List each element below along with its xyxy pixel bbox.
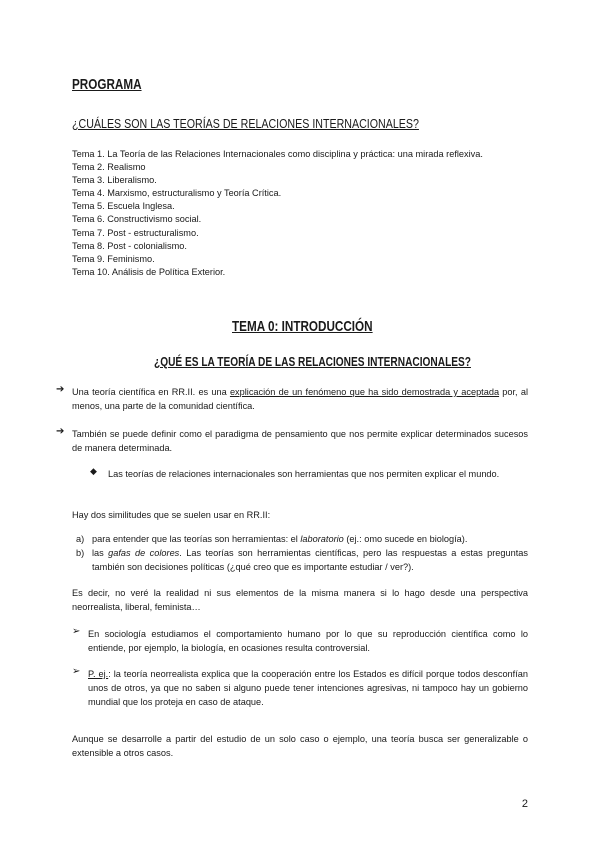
list-marker: b) [76,548,85,558]
diamond-bullet-icon: ◆ [90,466,97,476]
toc-item: Tema 9. Feminismo. [72,253,155,264]
toc-item: Tema 10. Análisis de Política Exterior. [72,266,226,277]
toc-item: Tema 1. La Teoría de las Relaciones Internacionales como disciplina y práctica: una mirada reflexiva. [72,149,483,159]
paragraph: Las teorías de relaciones internacionales son herramientas que nos permiten explicar el mundo. [108,469,500,479]
paragraph: Hay dos similitudes que se suelen usar en RR.II: [72,510,271,520]
list-item: las gafas de colores. Las teorías son herramientas científicas, pero las respuestas a estas preguntas también son decisiones políticas (¿qué creo que es importante estudiar / ver?). [92,548,528,572]
toc-item: Tema 6. Constructivismo social. [72,214,202,225]
page-number: 2 [521,798,528,810]
toc-item: Tema 4. Marxismo, estructuralismo y Teoría Crítica. [72,188,282,199]
toc-item: Tema 5. Escuela Inglesa. [72,201,175,212]
chevron-bullet-icon: ➢ [72,666,81,677]
arrow-bullet-icon: ➔ [56,426,65,437]
paragraph: P. ej.: la teoría neorrealista explica que la cooperación entre los Estados es difícil porque todos desconfían unos de otros, ya que no saben si alguno puede tener intenciones agresivas, ni tampoco hay un gobierno mundial que los proteja en caso de ataque. [88,669,528,707]
paragraph: Una teoría científica en RR.II. es una explicación de un fenómeno que ha sido demostrada y aceptada por, al menos, una parte de la comunidad científica. [72,387,528,411]
toc-item: Tema 3. Liberalismo. [72,175,157,186]
paragraph: Aunque se desarrolle a partir del estudio de un solo caso o ejemplo, una teoría busca ser generalizable o extensible a otros casos. [72,734,528,758]
arrow-bullet-icon: ➔ [56,384,65,395]
list-marker: a) [76,534,85,544]
toc-item: Tema 8. Post - colonialismo. [72,240,187,251]
page-title: PROGRAMA [72,76,142,93]
section-title: TEMA 0: INTRODUCCIÓN [232,318,373,335]
toc-list [72,148,483,279]
paragraph: También se puede definir como el paradigma de pensamiento que nos permite explicar determinados sucesos de manera determinada. [72,429,528,453]
list-item: para entender que las teorías son herramientas: el laboratorio (ej.: omo sucede en biología). [92,534,468,544]
paragraph: En sociología estudiamos el comportamiento humano por lo que su reproducción científica como lo entiende, por ejemplo, la biología, en ocasiones resulta controversial. [88,629,528,653]
chevron-bullet-icon: ➢ [72,626,81,637]
section-question: ¿CUÁLES SON LAS TEORÍAS DE RELACIONES INTERNACIONALES? [72,116,419,131]
toc-item: Tema 7. Post - estructuralismo. [72,227,199,238]
section-subtitle: ¿QUÉ ES LA TEORÍA DE LAS RELACIONES INTERNACIONALES? [154,354,471,369]
paragraph: Es decir, no veré la realidad ni sus elementos de la misma manera si lo hago desde una perspectiva neorrealista, liberal, feminista… [72,588,528,612]
toc-item: Tema 2. Realismo [72,162,146,173]
